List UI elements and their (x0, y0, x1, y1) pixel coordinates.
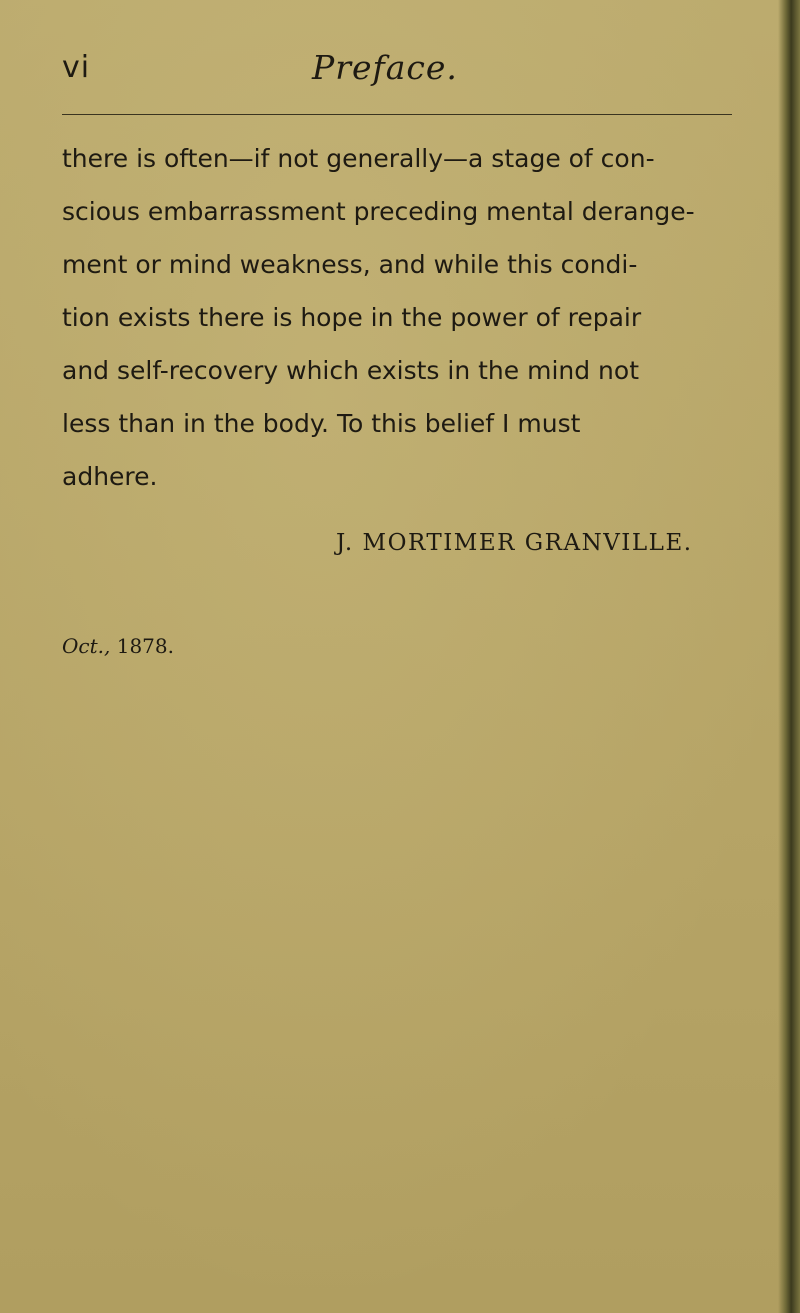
text-line: adhere. (62, 462, 158, 491)
header-rule (62, 114, 732, 115)
page-number: vi (62, 50, 91, 85)
text-line: less than in the body. To this belief I must (62, 409, 581, 438)
text-line: and self-recovery which exists in the mind not (62, 356, 640, 385)
text-line: ment or mind weakness, and while this condi- (62, 250, 638, 279)
preface-paragraph (62, 132, 742, 503)
dateline-year: 1878. (116, 634, 174, 658)
page-edge-shadow (778, 0, 800, 1313)
text-line: scious embarrassment preceding mental derange- (62, 197, 695, 226)
text-line: tion exists there is hope in the power of repair (62, 303, 642, 332)
author-signature: J. MORTIMER GRANVILLE. (336, 530, 693, 556)
dateline-month: Oct., (62, 634, 111, 658)
running-title: Preface. (312, 48, 458, 87)
dateline (62, 634, 174, 658)
text-line: there is often—if not generally—a stage of con- (62, 144, 655, 173)
running-head (62, 48, 732, 98)
